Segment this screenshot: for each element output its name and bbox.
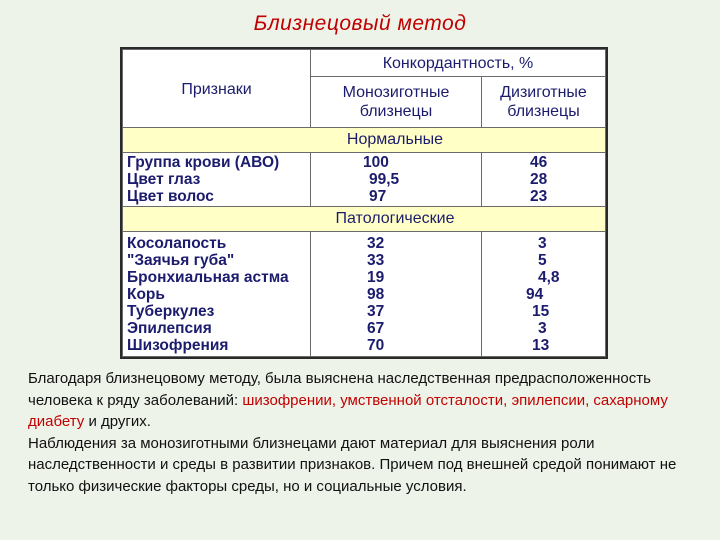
table-row-name: Корь xyxy=(127,285,165,303)
header-concordance: Конкордантность, % xyxy=(311,50,606,77)
patho-names-cell xyxy=(123,232,311,357)
di-value: 3 xyxy=(538,319,547,337)
di-value: 15 xyxy=(532,302,550,320)
section-normal xyxy=(123,128,606,153)
table-row-name: Бронхиальная астма xyxy=(127,268,289,286)
paragraph-outro: и других. xyxy=(84,413,151,430)
di-value: 94 xyxy=(526,285,544,303)
table-row-name: Шизофрения xyxy=(127,336,229,354)
header-monozygotic: Монозиготные близнецы xyxy=(311,77,482,128)
header-dizygotic: Дизиготные близнецы xyxy=(482,77,606,128)
di-value: 46 xyxy=(530,154,548,172)
table-row-name: Туберкулез xyxy=(127,302,215,320)
header-features: Признаки xyxy=(123,50,311,128)
table-row-name: Цвет глаз xyxy=(127,171,201,189)
paragraph-intro: Благодаря близнецовому методу, была выяснена наследственная предрасположенность человека к ряду заболеваний: xyxy=(28,370,651,409)
concordance-table xyxy=(120,47,608,359)
slide-title: Близнецовый метод xyxy=(253,12,467,35)
mono-value: 67 xyxy=(367,319,385,337)
section-normal-label: Нормальные xyxy=(346,131,444,148)
disease-list: шизофрении, умственной отсталости, эпилепсии, сахарному диабету xyxy=(28,391,668,430)
mono-value: 32 xyxy=(367,234,385,252)
di-value: 4,8 xyxy=(538,268,560,286)
body-text xyxy=(28,368,708,497)
section-pathological xyxy=(123,207,606,232)
table-row-name: Цвет волос xyxy=(127,188,214,206)
mono-value: 33 xyxy=(367,251,385,269)
di-value: 13 xyxy=(532,336,550,354)
table-row-name: "Заячья губа" xyxy=(127,251,235,269)
mono-value: 98 xyxy=(367,285,385,303)
di-value: 28 xyxy=(530,171,548,189)
paragraph-environment: Наблюдения за монозиготными близнецами дают материал для выяснения роли наследственности и среды в развитии признаков. Причем под внешней средой понимают не только физические факторы среды, но и социальные условия. xyxy=(28,434,677,495)
di-value: 23 xyxy=(530,188,548,206)
table-row-name: Косолапость xyxy=(127,234,227,252)
normal-mono-cell xyxy=(311,153,482,207)
normal-di-cell xyxy=(482,153,606,207)
normal-names-cell xyxy=(123,153,311,207)
patho-di-cell xyxy=(482,232,606,357)
di-value: 5 xyxy=(538,251,547,269)
mono-value: 100 xyxy=(363,154,389,172)
mono-value: 70 xyxy=(367,336,385,354)
mono-value: 97 xyxy=(369,188,387,206)
mono-value: 19 xyxy=(367,268,385,286)
table-row-name: Эпилепсия xyxy=(127,319,212,337)
patho-mono-cell xyxy=(311,232,482,357)
mono-value: 37 xyxy=(367,302,385,320)
table-row-name: Группа крови (АВО) xyxy=(127,154,280,172)
section-pathological-label: Патологические xyxy=(335,210,455,228)
mono-value: 99,5 xyxy=(369,171,400,189)
di-value: 3 xyxy=(538,234,547,252)
paragraph-heredity xyxy=(28,368,708,433)
